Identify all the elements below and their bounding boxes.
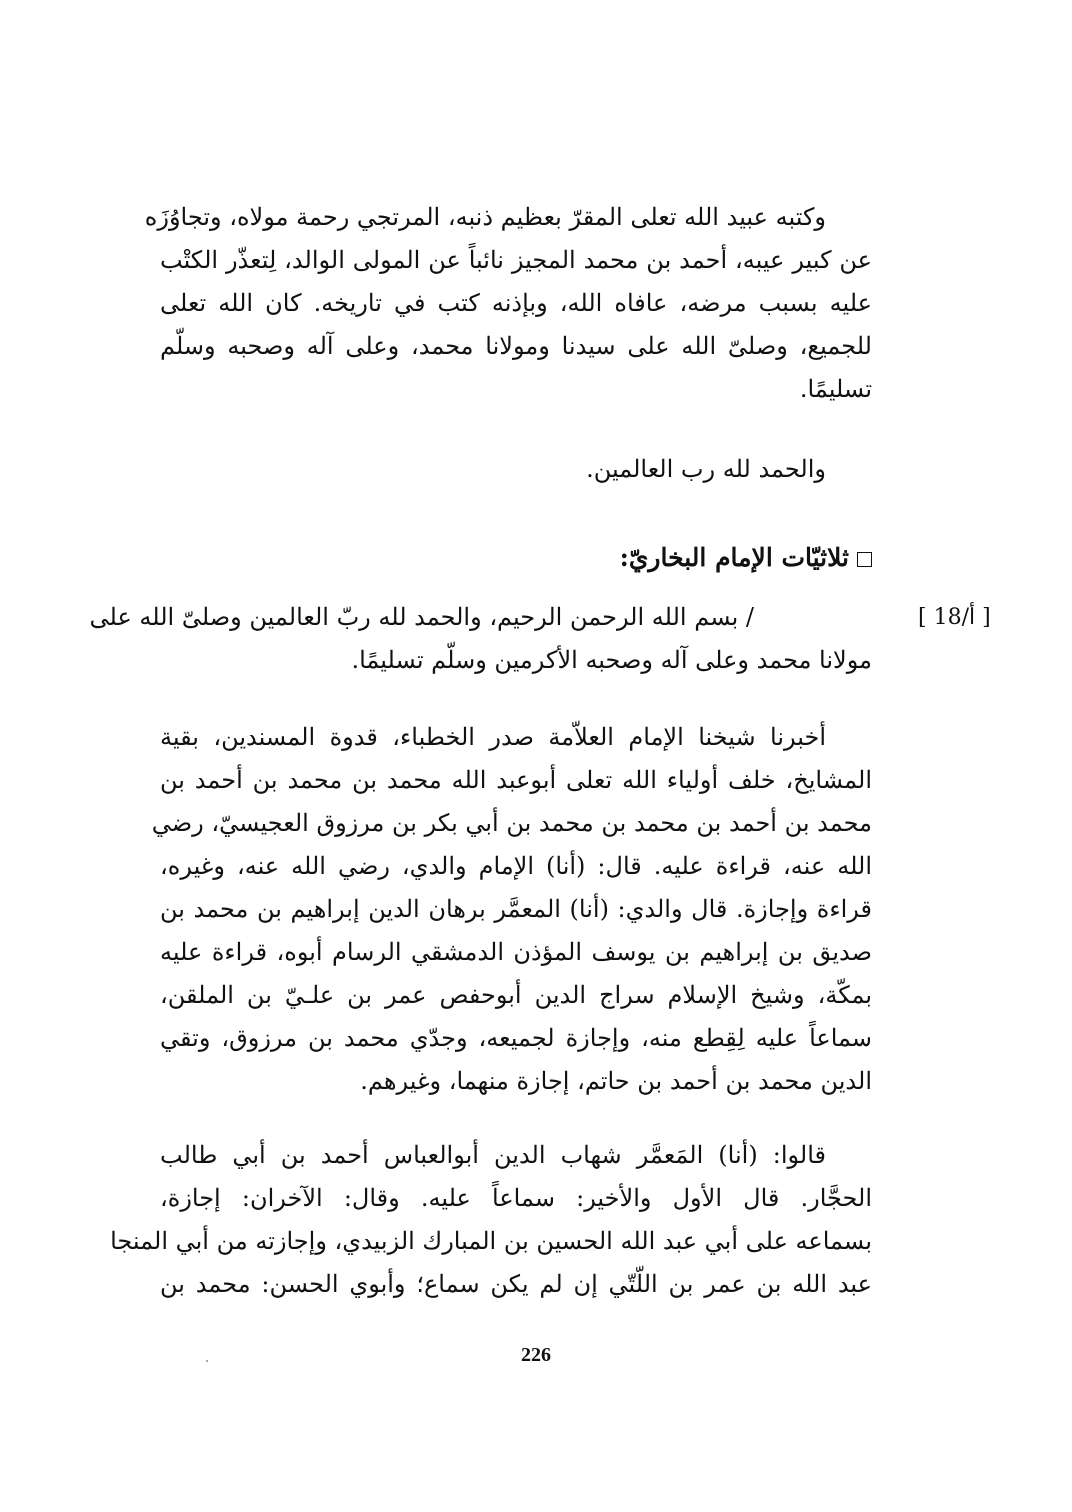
text-line: مولانا محمد وعلى آله وصحبه الأكرمين وسلّم تسليمًا.	[351, 646, 872, 674]
text-line: أخبرنا شيخنا الإمام العلاّمة صدر الخطباء، قدوة المسندين، بقية	[160, 723, 826, 751]
square-icon	[857, 552, 872, 567]
basmala-paragraph	[89, 596, 872, 682]
text-line: الدين محمد بن أحمد بن حاتم، إجازة منهما، وغيرهم.	[360, 1067, 872, 1095]
text-line: المشايخ، خلف أولياء الله تعلى أبوعبد الله محمد بن محمد بن أحمد بن	[160, 766, 872, 794]
folio-reference: [ 18/أ ]	[918, 605, 991, 630]
text-line: والحمد لله رب العالمين.	[586, 455, 826, 483]
text-line: تسليمًا.	[799, 375, 872, 403]
colophon-paragraph	[144, 196, 872, 411]
closing-praise-paragraph	[160, 448, 872, 491]
text-line: سماعاً عليه لِقِطع منه، وإجازة لجميعه، وجدّي محمد بن مرزوق، وتقي	[160, 1024, 872, 1052]
text-line: محمد بن أحمد بن محمد بن محمد بن أبي بكر بن مرزوق العجيسيّ، رضي	[151, 809, 872, 837]
text-line: الله عنه، قراءة عليه. قال: (أنا) الإمام والدي، رضي الله عنه، وغيره،	[160, 852, 872, 880]
text-line: قراءة وإجازة. قال والدي: (أنا) المعمَّر برهان الدين إبراهيم بن محمد بن	[160, 895, 872, 923]
text-line: للجميع، وصلىّ الله على سيدنا ومولانا محمد، وعلى آله وصحبه وسلّم	[160, 332, 872, 360]
text-line: بسماعه على أبي عبد الله الحسين بن المبارك الزبيدي، وإجازته من أبي المنجا	[110, 1227, 872, 1255]
text-line: عليه بسبب مرضه، عافاه الله، وبإذنه كتب في تاريخه. كان الله تعلى	[160, 289, 872, 317]
page-number: 226	[521, 1344, 551, 1366]
book-page	[89, 0, 991, 1512]
text-line: قالوا: (أنا) المَعمَّر شهاب الدين أبوالعباس أحمد بن أبي طالب	[160, 1141, 826, 1169]
text-line: بمكّة، وشيخ الإسلام سراج الدين أبوحفص عمر بن علـيّ بن الملقن،	[160, 981, 872, 1009]
text-line: عبد الله بن عمر بن اللّتّي إن لم يكن سماع؛ وأبوي الحسن: محمد بن	[160, 1270, 872, 1298]
text-line: وكتبه عبيد الله تعلى المقرّ بعظيم ذنبه، المرتجي رحمة مولاه، وتجاوُزَه	[144, 203, 826, 231]
text-line: / بسم الله الرحمن الرحيم، والحمد لله ربّ العالمين وصلىّ الله على	[89, 603, 754, 631]
text-line: صديق بن إبراهيم بن يوسف المؤذن الدمشقي الرسام أبوه، قراءة عليه	[160, 938, 872, 966]
section-heading-text: ثلاثيّات الإمام البخاريّ:	[619, 543, 849, 572]
isnad-continuation-paragraph	[110, 1134, 872, 1306]
text-line: عن كبير عيبه، أحمد بن محمد المجيز نائباً عن المولى الوالد، لِتعذّر الكتْب	[160, 246, 872, 274]
section-heading	[620, 538, 872, 578]
text-line: الحجَّار. قال الأول والأخير: سماعاً عليه. وقال: الآخران: إجازة،	[160, 1184, 872, 1212]
isnad-paragraph	[151, 716, 872, 1103]
